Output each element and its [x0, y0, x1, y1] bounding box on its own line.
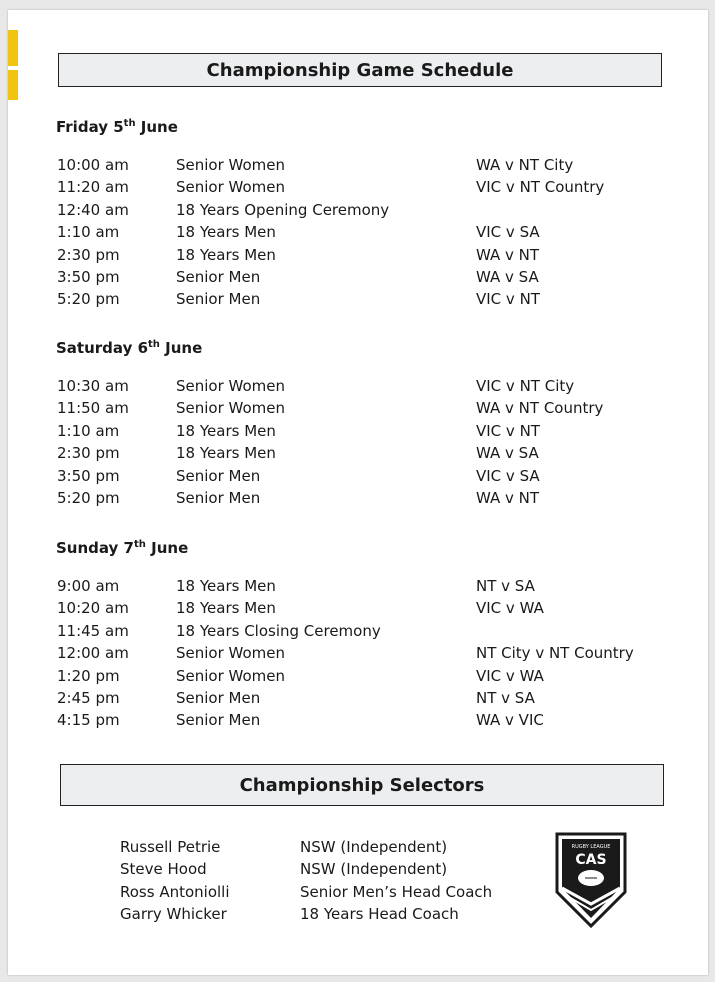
schedule-row	[8, 599, 708, 621]
selector-role: NSW (Independent)	[300, 860, 448, 879]
game-match: WA v VIC	[476, 711, 544, 730]
game-event: 18 Years Men	[176, 223, 276, 242]
game-event: 18 Years Men	[176, 444, 276, 463]
game-event: 18 Years Men	[176, 421, 276, 440]
game-match: VIC v NT	[476, 421, 540, 440]
game-time: 11:45 am	[57, 621, 129, 640]
game-match: WA v SA	[476, 444, 539, 463]
schedule-row	[8, 201, 708, 223]
game-match: WA v SA	[476, 267, 539, 286]
schedule-row	[8, 156, 708, 178]
game-match: NT v SA	[476, 688, 535, 707]
game-event: Senior Men	[176, 466, 261, 485]
selector-name: Ross Antoniolli	[120, 882, 230, 901]
game-time: 5:20 pm	[57, 290, 120, 309]
schedule-row	[8, 290, 708, 312]
schedule-row	[8, 178, 708, 200]
schedule-row	[8, 444, 708, 466]
saturday-schedule	[8, 377, 708, 511]
selector-name: Russell Petrie	[120, 838, 221, 856]
schedule-row	[8, 246, 708, 268]
game-event: Senior Men	[176, 688, 261, 707]
game-event: 18 Years Men	[176, 599, 276, 618]
selectors-title-banner	[60, 764, 664, 806]
day-heading-sunday: Sunday 7th June	[56, 539, 189, 557]
schedule-row	[8, 268, 708, 290]
game-time: 12:40 am	[57, 200, 129, 219]
game-event: Senior Women	[176, 666, 286, 685]
game-event: 18 Years Opening Ceremony	[176, 200, 390, 219]
game-match: WA v NT City	[476, 156, 574, 174]
selector-name: Garry Whicker	[120, 905, 227, 924]
schedule-row	[8, 223, 708, 245]
game-event: 18 Years Men	[176, 245, 276, 264]
schedule-row	[8, 422, 708, 444]
rugby-league-cas-logo	[553, 830, 629, 930]
game-match: NT v SA	[476, 577, 535, 595]
schedule-row	[8, 689, 708, 711]
game-time: 3:50 pm	[57, 267, 120, 286]
game-match: VIC v SA	[476, 466, 540, 485]
game-event: Senior Men	[176, 267, 261, 286]
schedule-row	[8, 489, 708, 511]
selector-role: NSW (Independent)	[300, 838, 448, 856]
game-time: 1:20 pm	[57, 666, 120, 685]
schedule-row	[8, 467, 708, 489]
game-time: 11:50 am	[57, 399, 129, 418]
selector-name: Steve Hood	[120, 860, 207, 879]
svg-text:RUGBY LEAGUE: RUGBY LEAGUE	[571, 844, 611, 850]
game-time: 10:20 am	[57, 599, 129, 618]
game-event: Senior Women	[176, 156, 286, 174]
game-time: 11:20 am	[57, 178, 129, 197]
game-time: 9:00 am	[57, 577, 120, 595]
game-time: 2:45 pm	[57, 688, 120, 707]
schedule-row	[8, 667, 708, 689]
game-event: Senior Women	[176, 399, 286, 418]
yellow-tab	[8, 70, 18, 100]
game-match: WA v NT Country	[476, 399, 604, 418]
game-event: 18 Years Men	[176, 577, 276, 595]
schedule-row	[8, 377, 708, 399]
game-event: 18 Years Closing Ceremony	[176, 621, 381, 640]
selector-role: Senior Men’s Head Coach	[300, 882, 493, 901]
document-page	[8, 10, 708, 975]
schedule-row	[8, 711, 708, 733]
schedule-row	[8, 577, 708, 599]
schedule-row	[8, 399, 708, 421]
schedule-row	[8, 644, 708, 666]
game-time: 1:10 am	[57, 421, 120, 440]
yellow-tab	[8, 30, 18, 66]
game-match: VIC v NT City	[476, 377, 575, 395]
day-heading-saturday: Saturday 6th June	[56, 339, 203, 357]
svg-text:CAS: CAS	[575, 852, 607, 868]
game-match: WA v NT	[476, 488, 540, 507]
game-event: Senior Women	[176, 178, 286, 197]
schedule-row	[8, 622, 708, 644]
friday-schedule	[8, 156, 708, 313]
game-time: 10:30 am	[57, 377, 129, 395]
game-event: Senior Men	[176, 711, 261, 730]
schedule-title-banner	[58, 53, 662, 87]
game-time: 5:20 pm	[57, 488, 120, 507]
game-time: 12:00 am	[57, 644, 129, 663]
game-match: WA v NT	[476, 245, 540, 264]
game-time: 2:30 pm	[57, 245, 120, 264]
game-event: Senior Men	[176, 290, 261, 309]
game-time: 2:30 pm	[57, 444, 120, 463]
game-time: 1:10 am	[57, 223, 120, 242]
game-match: NT City v NT Country	[476, 644, 634, 663]
game-time: 3:50 pm	[57, 466, 120, 485]
selector-role: 18 Years Head Coach	[300, 905, 459, 924]
sunday-schedule	[8, 577, 708, 734]
game-event: Senior Women	[176, 377, 286, 395]
page-title: Championship Game Schedule	[206, 59, 514, 81]
game-match: VIC v WA	[476, 599, 544, 618]
game-match: VIC v NT	[476, 290, 540, 309]
selectors-title: Championship Selectors	[239, 774, 485, 796]
game-event: Senior Women	[176, 644, 286, 663]
game-time: 4:15 pm	[57, 711, 120, 730]
game-event: Senior Men	[176, 488, 261, 507]
day-heading-friday: Friday 5th June	[56, 118, 178, 136]
game-match: VIC v NT Country	[476, 178, 605, 197]
game-match: VIC v SA	[476, 223, 540, 242]
game-time: 10:00 am	[57, 156, 129, 174]
game-match: VIC v WA	[476, 666, 544, 685]
